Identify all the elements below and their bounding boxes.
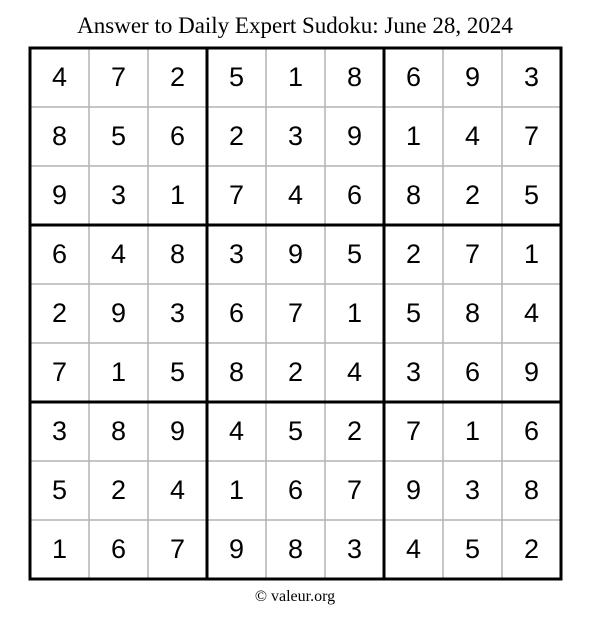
- cell-r6-c3[interactable]: 5: [169, 357, 186, 387]
- cell-r3-c3[interactable]: 1: [169, 180, 186, 210]
- cell-r5-c6[interactable]: 1: [346, 298, 363, 328]
- cell-r9-c5[interactable]: 8: [287, 534, 304, 564]
- cell-r9-c2[interactable]: 6: [110, 534, 127, 564]
- cell-r2-c3[interactable]: 6: [169, 121, 186, 151]
- page-title: Answer to Daily Expert Sudoku: June 28, 2024: [77, 13, 513, 38]
- cell-r5-c9[interactable]: 4: [523, 298, 540, 328]
- cell-r8-c4[interactable]: 1: [228, 475, 245, 505]
- cell-r8-c3[interactable]: 4: [169, 475, 186, 505]
- cell-r4-c6[interactable]: 5: [346, 239, 363, 269]
- cell-r2-c8[interactable]: 4: [464, 121, 481, 151]
- cell-r1-c7[interactable]: 6: [405, 62, 422, 92]
- cell-r1-c2[interactable]: 7: [110, 62, 127, 92]
- cell-r5-c1[interactable]: 2: [51, 298, 68, 328]
- cell-r8-c6[interactable]: 7: [346, 475, 363, 505]
- cell-r6-c9[interactable]: 9: [523, 357, 540, 387]
- cell-r4-c7[interactable]: 2: [405, 239, 422, 269]
- cell-r2-c2[interactable]: 5: [110, 121, 127, 151]
- cell-r5-c8[interactable]: 8: [464, 298, 481, 328]
- cell-r7-c3[interactable]: 9: [169, 416, 186, 446]
- sudoku-cells: [30, 48, 561, 579]
- cell-r3-c8[interactable]: 2: [464, 180, 481, 210]
- cell-r8-c1[interactable]: 5: [51, 475, 68, 505]
- cell-r9-c6[interactable]: 3: [346, 534, 363, 564]
- cell-r1-c3[interactable]: 2: [169, 62, 186, 92]
- cell-r7-c5[interactable]: 5: [287, 416, 304, 446]
- cell-r5-c4[interactable]: 6: [228, 298, 245, 328]
- cell-r7-c7[interactable]: 7: [405, 416, 422, 446]
- cell-r2-c1[interactable]: 8: [51, 121, 68, 151]
- cell-r4-c5[interactable]: 9: [287, 239, 304, 269]
- cell-r3-c6[interactable]: 6: [346, 180, 363, 210]
- cell-r2-c5[interactable]: 3: [287, 121, 304, 151]
- cell-r2-c7[interactable]: 1: [405, 121, 422, 151]
- cell-r4-c9[interactable]: 1: [523, 239, 540, 269]
- cell-r1-c6[interactable]: 8: [346, 62, 363, 92]
- cell-r3-c7[interactable]: 8: [405, 180, 422, 210]
- cell-r1-c4[interactable]: 5: [228, 62, 245, 92]
- cell-r6-c7[interactable]: 3: [405, 357, 422, 387]
- cell-r1-c1[interactable]: 4: [51, 62, 68, 92]
- cell-r5-c3[interactable]: 3: [169, 298, 186, 328]
- cell-r3-c1[interactable]: 9: [51, 180, 68, 210]
- cell-r1-c8[interactable]: 9: [464, 62, 481, 92]
- cell-r6-c6[interactable]: 4: [346, 357, 363, 387]
- sudoku-board: [30, 48, 561, 579]
- cell-r4-c4[interactable]: 3: [228, 239, 245, 269]
- cell-r8-c8[interactable]: 3: [464, 475, 481, 505]
- cell-r9-c1[interactable]: 1: [51, 534, 68, 564]
- cell-r4-c8[interactable]: 7: [464, 239, 481, 269]
- cell-r9-c4[interactable]: 9: [228, 534, 245, 564]
- copyright-footer: © valeur.org: [254, 588, 336, 605]
- cell-r8-c7[interactable]: 9: [405, 475, 422, 505]
- cell-r6-c4[interactable]: 8: [228, 357, 245, 387]
- cell-r7-c2[interactable]: 8: [110, 416, 127, 446]
- cell-r7-c1[interactable]: 3: [51, 416, 68, 446]
- cell-r3-c4[interactable]: 7: [228, 180, 245, 210]
- cell-r8-c2[interactable]: 2: [110, 475, 127, 505]
- cell-r7-c6[interactable]: 2: [346, 416, 363, 446]
- cell-r4-c2[interactable]: 4: [110, 239, 127, 269]
- cell-r4-c1[interactable]: 6: [51, 239, 68, 269]
- cell-r3-c5[interactable]: 4: [287, 180, 304, 210]
- cell-r5-c5[interactable]: 7: [287, 298, 304, 328]
- cell-r1-c9[interactable]: 3: [523, 62, 540, 92]
- cell-r9-c7[interactable]: 4: [405, 534, 422, 564]
- cell-r5-c2[interactable]: 9: [110, 298, 127, 328]
- cell-r5-c7[interactable]: 5: [405, 298, 422, 328]
- cell-r6-c8[interactable]: 6: [464, 357, 481, 387]
- cell-r7-c4[interactable]: 4: [228, 416, 245, 446]
- cell-r9-c8[interactable]: 5: [464, 534, 481, 564]
- cell-r6-c2[interactable]: 1: [110, 357, 127, 387]
- cell-r8-c5[interactable]: 6: [287, 475, 304, 505]
- cell-r1-c5[interactable]: 1: [287, 62, 304, 92]
- cell-r6-c1[interactable]: 7: [51, 357, 68, 387]
- cell-r2-c4[interactable]: 2: [228, 121, 245, 151]
- cell-r2-c6[interactable]: 9: [346, 121, 363, 151]
- cell-r7-c9[interactable]: 6: [523, 416, 540, 446]
- cell-r3-c2[interactable]: 3: [110, 180, 127, 210]
- cell-r9-c9[interactable]: 2: [523, 534, 540, 564]
- cell-r8-c9[interactable]: 8: [523, 475, 540, 505]
- cell-r7-c8[interactable]: 1: [464, 416, 481, 446]
- cell-r6-c5[interactable]: 2: [287, 357, 304, 387]
- cell-r2-c9[interactable]: 7: [523, 121, 540, 151]
- cell-r3-c9[interactable]: 5: [523, 180, 540, 210]
- cell-r4-c3[interactable]: 8: [169, 239, 186, 269]
- cell-r9-c3[interactable]: 7: [169, 534, 186, 564]
